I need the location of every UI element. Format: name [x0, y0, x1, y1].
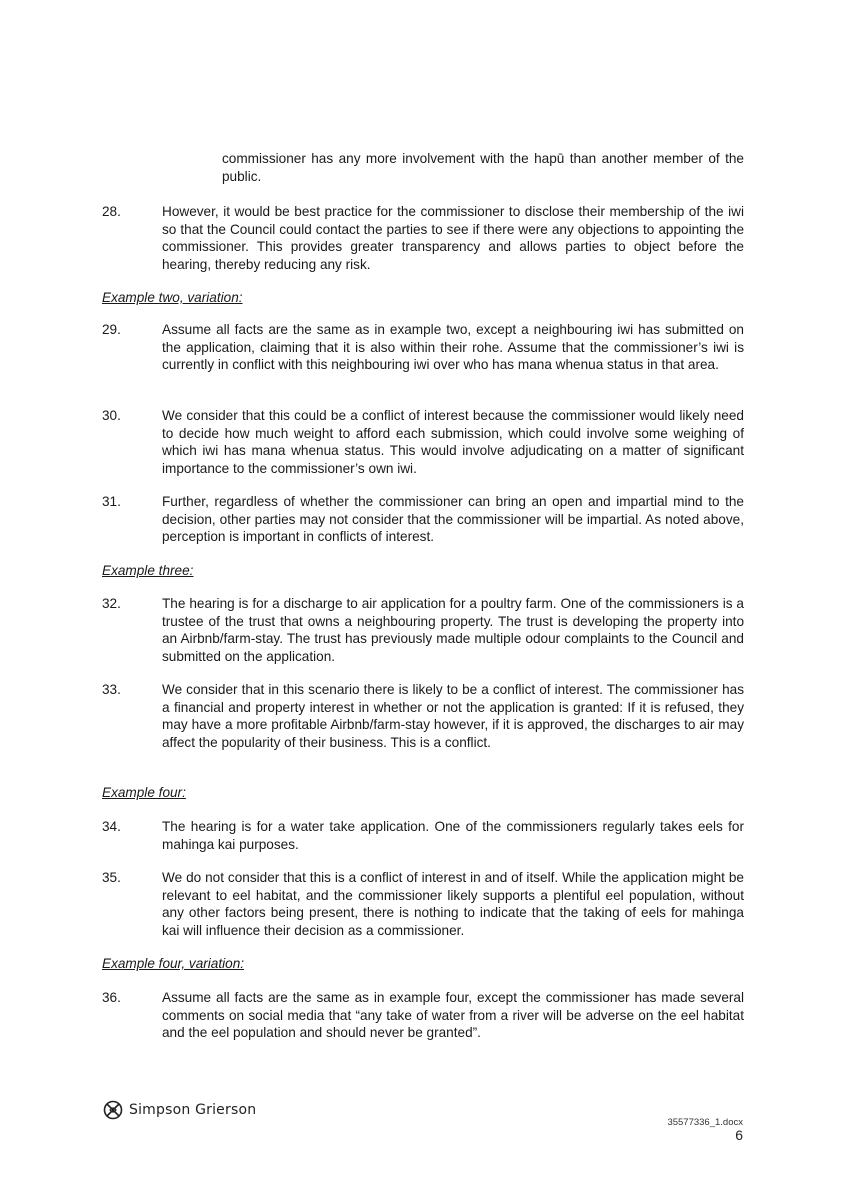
paragraph-number: 34. [102, 819, 121, 834]
heading-example-four: Example four: [102, 785, 186, 800]
paragraph-text: We consider that this could be a conflict of interest because the commissioner would likely need to decide how much weight to afford each submission, which could involve some weighing of which iwi has mana whenua status. This would involve adjudicating on a matter of significant importance to the commissioner’s own iwi. [162, 408, 744, 476]
paragraph-number: 36. [102, 990, 121, 1005]
paragraph-31 [102, 493, 744, 546]
paragraph-30 [102, 407, 744, 477]
paragraph-text: However, it would be best practice for the commissioner to disclose their membership of the iwi so that the Council could contact the parties to see if there were any objections to appointing the commissioner. This provides greater transparency and allows parties to object before the hearing, thereby reducing any risk. [162, 204, 744, 272]
simpson-grierson-logo-icon [103, 1100, 123, 1120]
paragraph-text: The hearing is for a water take application. One of the commissioners regularly takes eels for mahinga kai purposes. [162, 819, 744, 852]
paragraph-34 [102, 818, 744, 853]
logo-text: Simpson Grierson [129, 1102, 257, 1118]
document-reference: 35577336_1.docx [667, 1117, 743, 1128]
paragraph-text: We consider that in this scenario there is likely to be a conflict of interest. The commissioner has a financial and property interest in whether or not the application is granted: If it is refused, they may have a more profitable Airbnb/farm-stay however, if it is approved, the discharges to air may affect the popularity of their business. This is a conflict. [162, 682, 744, 750]
paragraph-text: Further, regardless of whether the commissioner can bring an open and impartial mind to the decision, other parties may not consider that the commissioner will be impartial. As noted above, perception is important in conflicts of interest. [162, 494, 744, 544]
paragraph-text: Assume all facts are the same as in example two, except a neighbouring iwi has submitted on the application, claiming that it is also within their rohe. Assume that the commissioner’s iwi is currently in conflict with this neighbouring iwi over who has mana whenua status in that area. [162, 322, 744, 372]
footer-logo [103, 1100, 256, 1120]
paragraph-32 [102, 595, 744, 665]
page-number: 6 [735, 1127, 743, 1143]
paragraph-28 [102, 203, 744, 273]
paragraph-number: 33. [102, 682, 121, 697]
paragraph-35 [102, 869, 744, 939]
continuation-text: commissioner has any more involvement with the hapū than another member of the public. [222, 151, 744, 184]
paragraph-text: The hearing is for a discharge to air application for a poultry farm. One of the commissioners is a trustee of the trust that owns a neighbouring property. The trust is developing the property into an Airbnb/farm-stay. The trust has previously made multiple odour complaints to the Council and submitted on the application. [162, 596, 744, 664]
paragraph-number: 28. [102, 204, 121, 219]
paragraph-33 [102, 681, 744, 751]
paragraph-number: 29. [102, 322, 121, 337]
heading-example-four-variation: Example four, variation: [102, 956, 245, 971]
paragraph-36 [102, 989, 744, 1042]
paragraph-number: 35. [102, 870, 121, 885]
paragraph-number: 32. [102, 596, 121, 611]
heading-example-two-variation: Example two, variation: [102, 290, 243, 305]
paragraph-29 [102, 321, 744, 374]
paragraph-text: Assume all facts are the same as in example four, except the commissioner has made several comments on social media that “any take of water from a river will be adverse on the eel habitat and the eel population and should never be granted”. [162, 990, 744, 1040]
heading-example-three: Example three: [102, 563, 194, 578]
paragraph-number: 30. [102, 408, 121, 423]
paragraph-text: We do not consider that this is a conflict of interest in and of itself. While the application might be relevant to eel habitat, and the commissioner likely supports a plentiful eel population, without any other factors being present, there is nothing to indicate that the taking of eels for mahinga kai will influence their decision as a commissioner. [162, 870, 744, 938]
paragraph-number: 31. [102, 494, 121, 509]
